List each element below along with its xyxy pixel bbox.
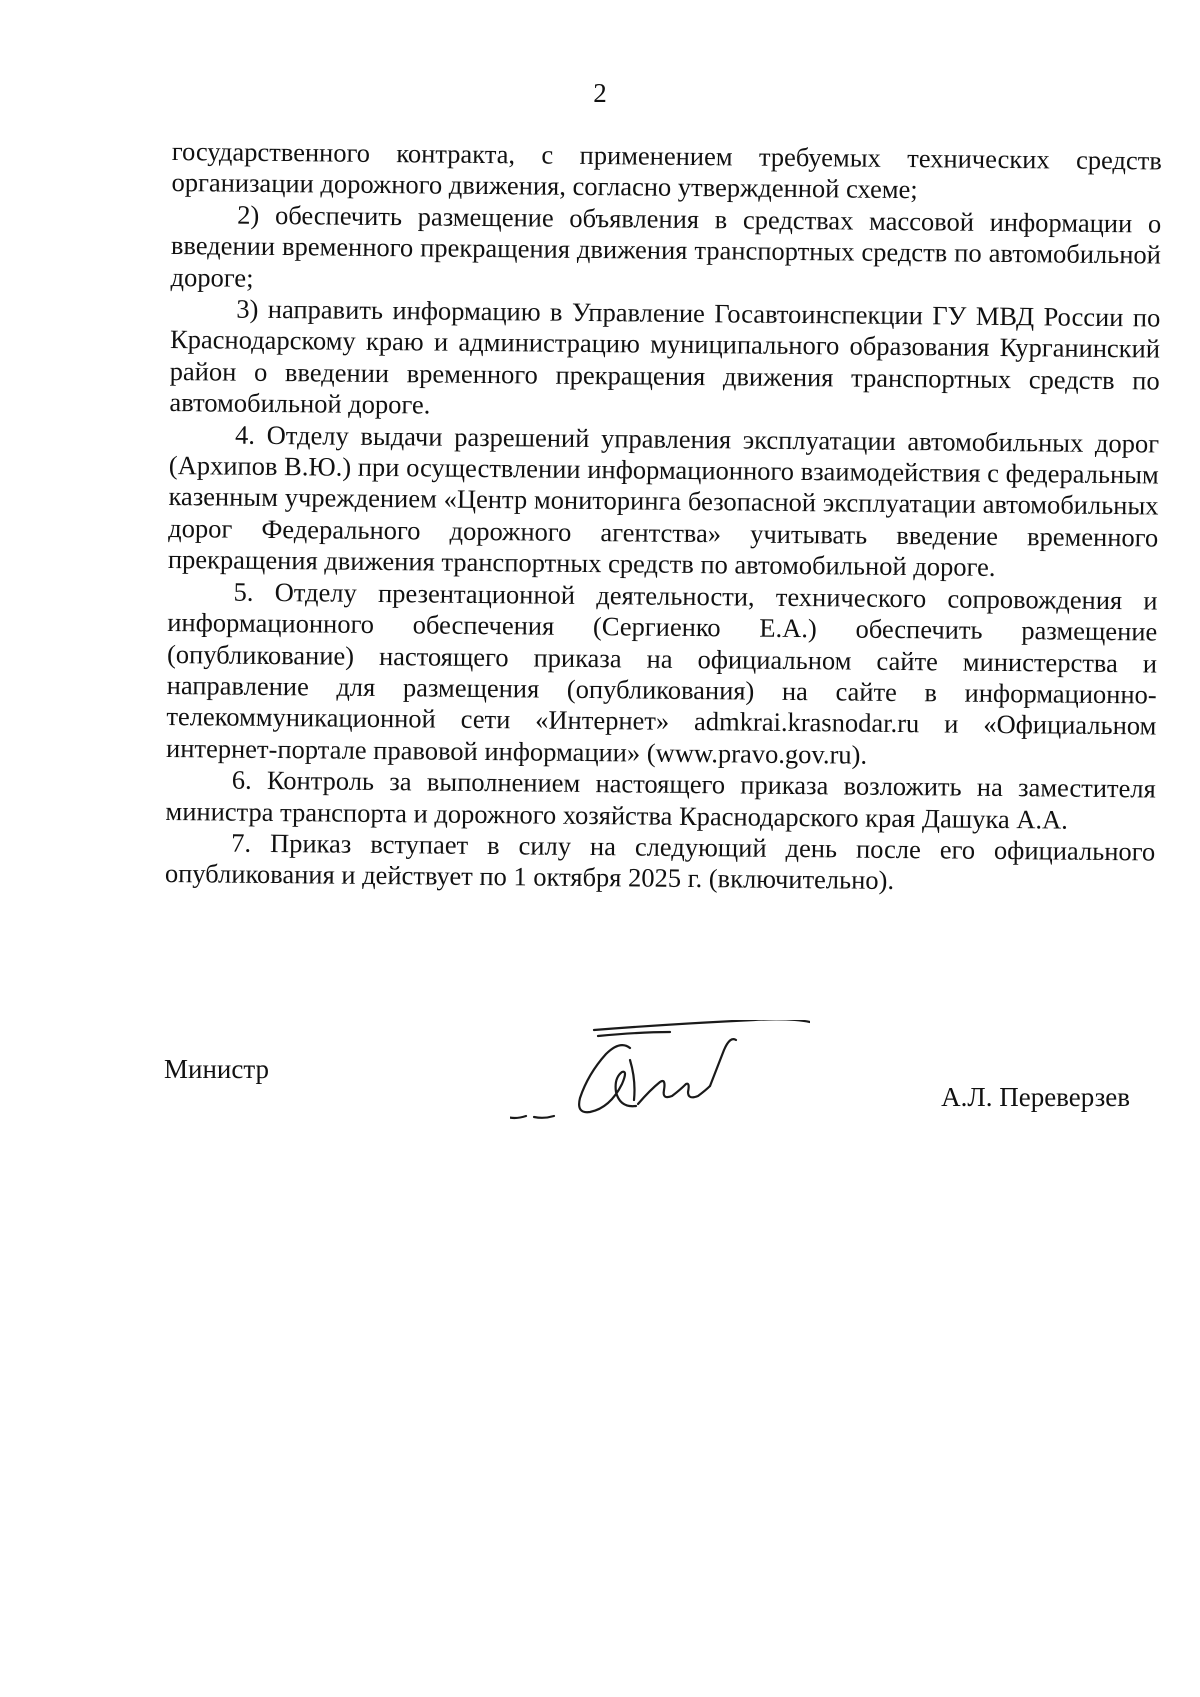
signature-block <box>160 1040 1140 1150</box>
paragraph-4: 4. Отделу выдачи разрешений управления эксплуатации автомобильных дорог (Архипов В.Ю.) при осуществлении информационного взаимодействия с федеральным казенным учреждением «Центр мониторинга безопасной эксплуатации автомобильных дорог Федерального дорожного агентства» учитывать введение временного прекращения движения транспортных средств по автомобильной дороге. <box>167 419 1160 583</box>
page-number: 2 <box>593 78 607 108</box>
signatory-name: А.Л. Переверзев <box>941 1082 1130 1112</box>
document-body <box>165 136 1162 899</box>
paragraph-1: государственного контракта, с применением требуемых технических средств организации дорожного движения, согласно утвержденной схеме; <box>171 136 1162 205</box>
paragraph-6: 6. Контроль за выполнением настоящего приказа возложить на заместителя министра транспорта и дорожного хозяйства Краснодарского края Дашука А.А. <box>165 764 1156 835</box>
paragraph-7: 7. Приказ вступает в силу на следующий день после его официального опубликования и действует по 1 октября 2025 г. (включительно). <box>164 827 1156 896</box>
handwritten-signature <box>510 1020 810 1130</box>
paragraph-3: 3) направить информацию в Управление Госавтоинспекции ГУ МВД России по Краснодарскому краю и администрацию муниципального образования Курганинский район о введении временного прекращения движения транспортных средств по автомобильной дороге. <box>169 293 1161 420</box>
paragraph-5: 5. Отделу презентационной деятельности, технического сопровождения и информационного обеспечения (Сергиенко Е.А.) обеспечить размещение (опубликование) настоящего приказа на официальном сайте министерства и направление для размещения (опубликования) на сайте в информационно-телекоммуникационной сети «Интернет» admkrai.krasnodar.ru и «Официальном интернет-портале правовой информации» (www.pravo.gov.ru). <box>165 576 1158 770</box>
paragraph-2: 2) обеспечить размещение объявления в средствах массовой информации о введении временного прекращения движения транспортных средств по автомобильной дороге; <box>170 199 1162 293</box>
signatory-title: Министр <box>164 1054 269 1084</box>
